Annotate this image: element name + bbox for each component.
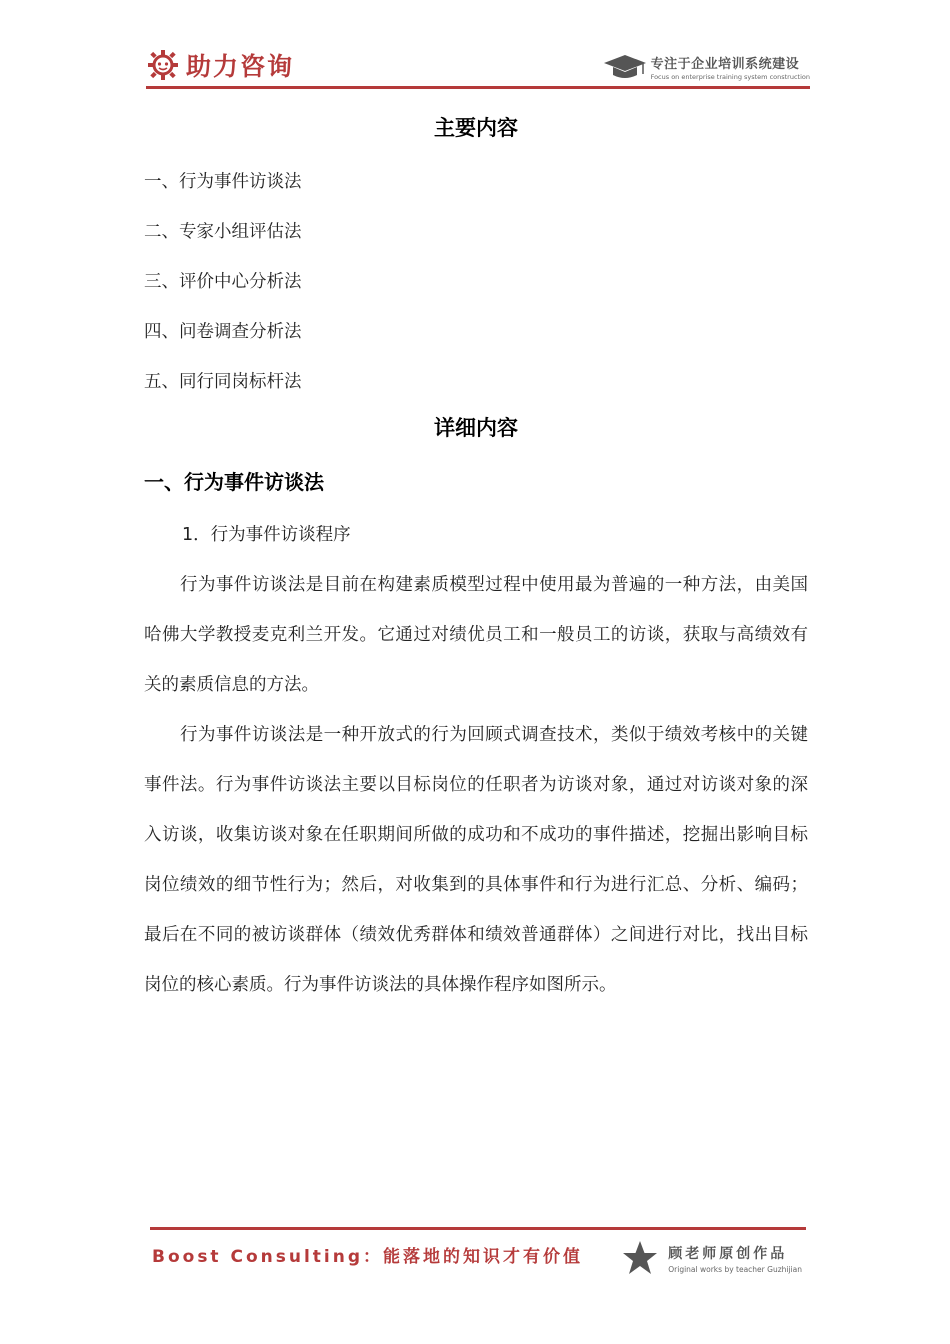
detail-content-title: 详细内容	[434, 416, 518, 440]
toc-item: 二、专家小组评估法	[144, 222, 302, 242]
footer-tagline: Boost Consulting：能落地的知识才有价值	[152, 1247, 584, 1267]
credit-chinese: 顾老师原创作品	[668, 1245, 788, 1262]
subsection-heading: 1．行为事件访谈程序	[182, 525, 351, 545]
logo-text: 助力咨询	[186, 52, 295, 81]
graduation-cap-icon	[603, 52, 647, 82]
slogan-english: Focus on enterprise training system construction	[650, 73, 810, 81]
author-credit	[622, 1240, 802, 1276]
main-content-title: 主要内容	[434, 116, 518, 140]
footer-divider	[150, 1227, 806, 1230]
toc-item: 三、评价中心分析法	[144, 272, 302, 292]
toc-item: 一、行为事件访谈法	[144, 172, 302, 192]
toc-item: 四、问卷调查分析法	[144, 322, 302, 342]
document-body	[144, 112, 808, 1010]
slogan-chinese: 专注于企业培训系统建设	[650, 57, 800, 72]
header-divider	[146, 86, 810, 89]
header-slogan	[603, 52, 810, 82]
paragraph: 行为事件访谈法是一种开放式的行为回顾式调查技术，类似于绩效考核中的关键事件法。行为事件访谈法主要以目标岗位的任职者为访谈对象，通过对访谈对象的深入访谈，收集访谈对象在任职期间所做的成功和不成功的事件描述，挖掘出影响目标岗位绩效的细节性行为；然后，对收集到的具体事件和行为进行汇总、分析、编码；最后在不同的被访谈群体（绩效优秀群体和绩效普通群体）之间进行对比，找出目标岗位的核心素质。行为事件访谈法的具体操作程序如图所示。	[144, 725, 808, 995]
toc-item: 五、同行同岗标杆法	[144, 372, 302, 392]
paragraph: 行为事件访谈法是目前在构建素质模型过程中使用最为普遍的一种方法，由美国哈佛大学教授麦克利兰开发。它通过对绩优员工和一般员工的访谈，获取与高绩效有关的素质信息的方法。	[144, 575, 808, 695]
gear-icon	[146, 48, 180, 82]
table-of-contents	[144, 168, 808, 396]
credit-english: Original works by teacher Guzhijian	[668, 1264, 802, 1274]
star-icon	[622, 1240, 658, 1276]
page-footer	[152, 1240, 806, 1280]
brand-logo	[146, 46, 294, 84]
section-heading: 一、行为事件访谈法	[144, 470, 324, 494]
